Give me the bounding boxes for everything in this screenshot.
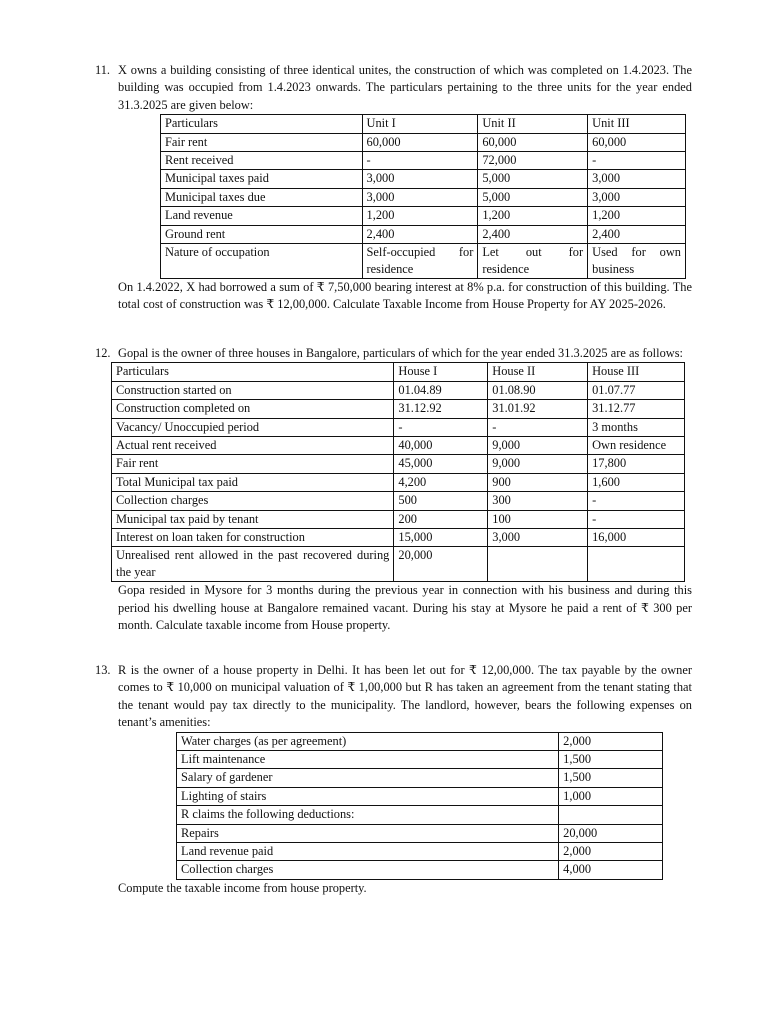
table-cell: 40,000 (394, 436, 488, 454)
table-cell: Land revenue paid (177, 842, 559, 860)
table-cell: Land revenue (161, 207, 363, 225)
table-cell: Nature of occupation (161, 243, 363, 278)
question-intro: Gopal is the owner of three houses in Bangalore, particulars of which for the year ended 31.3.2025 are as follows: (118, 346, 683, 360)
table-cell: Municipal taxes paid (161, 170, 363, 188)
table-cell: Construction completed on (112, 400, 394, 418)
table-row (112, 510, 685, 528)
table-cell: 2,000 (559, 842, 663, 860)
table-cell: 2,000 (559, 732, 663, 750)
table-row (177, 732, 663, 750)
table-cell: Salary of gardener (177, 769, 559, 787)
question-footer: On 1.4.2022, X had borrowed a sum of ₹ 7,50,000 bearing interest at 8% p.a. for construction of this building. The total cost of construction was ₹ 12,00,000. Calculate Taxable Income from House Property for AY 2025-2026. (118, 279, 692, 312)
table-cell: Lift maintenance (177, 751, 559, 769)
table-cell: Collection charges (112, 492, 394, 510)
question-number: 11. (95, 63, 111, 77)
table-row (177, 861, 663, 879)
table-cell: 2,400 (478, 225, 588, 243)
question-footer: Gopa resided in Mysore for 3 months during the previous year in connection with his business and during this period his dwelling house at Bangalore remained vacant. During his stay at Mysore he paid a rent of ₹ 300 per month. Calculate taxable income from House property. (118, 583, 692, 633)
question-number: 12. (95, 346, 111, 360)
question-intro: R is the owner of a house property in Delhi. It has been let out for ₹ 12,00,000. The tax payable by the owner comes to ₹ 10,000 on municipal valuation of ₹ 1,00,000 but R has taken an agreement from the tenant stating that the tenant would pay tax directly to the municipality. The landlord, however, bears the following expenses on tenant’s amenities: (118, 663, 692, 730)
table-cell: 45,000 (394, 455, 488, 473)
table-header: House II (488, 363, 588, 381)
table-cell: 1,200 (588, 207, 686, 225)
table-row (177, 769, 663, 787)
table-cell: 2,400 (588, 225, 686, 243)
table-cell: Interest on loan taken for construction (112, 528, 394, 546)
table-cell: 4,200 (394, 473, 488, 491)
table-cell: 1,200 (478, 207, 588, 225)
table-cell: Unrealised rent allowed in the past recovered during the year (112, 547, 394, 582)
table-cell: 500 (394, 492, 488, 510)
table-row (112, 400, 685, 418)
table-cell: 16,000 (588, 528, 685, 546)
table-cell: Rent received (161, 152, 363, 170)
table-cell: 300 (488, 492, 588, 510)
table-row (112, 455, 685, 473)
table-cell: 60,000 (478, 133, 588, 151)
table-cell: Water charges (as per agreement) (177, 732, 559, 750)
q12-table (111, 362, 685, 582)
table-cell: - (588, 492, 685, 510)
table-cell: Collection charges (177, 861, 559, 879)
table-cell: Lighting of stairs (177, 787, 559, 805)
table-cell: 900 (488, 473, 588, 491)
table-cell: 5,000 (478, 170, 588, 188)
table-header-row (112, 363, 685, 381)
table-cell: - (588, 510, 685, 528)
table-cell: 3,000 (488, 528, 588, 546)
table-cell: 20,000 (559, 824, 663, 842)
table-cell (559, 806, 663, 824)
table-row (161, 188, 686, 206)
table-row (161, 207, 686, 225)
table-cell: - (362, 152, 478, 170)
table-header: Unit I (362, 115, 478, 133)
table-row (177, 842, 663, 860)
table-row (161, 243, 686, 278)
table-cell: 9,000 (488, 436, 588, 454)
table-cell: 9,000 (488, 455, 588, 473)
table-row (112, 473, 685, 491)
table-cell: Municipal taxes due (161, 188, 363, 206)
table-cell: 72,000 (478, 152, 588, 170)
table-row (112, 492, 685, 510)
table-header: Particulars (161, 115, 363, 133)
table-cell: Self-occupied for residence (362, 243, 478, 278)
table-cell: Let out for residence (478, 243, 588, 278)
table-cell: - (488, 418, 588, 436)
table-cell: R claims the following deductions: (177, 806, 559, 824)
table-header: Unit II (478, 115, 588, 133)
table-cell: 01.07.77 (588, 381, 685, 399)
table-cell: 1,600 (588, 473, 685, 491)
table-row (161, 133, 686, 151)
table-cell: Construction started on (112, 381, 394, 399)
table-row (112, 547, 685, 582)
table-row (161, 170, 686, 188)
table-cell: 200 (394, 510, 488, 528)
table-cell: Used for own business (588, 243, 686, 278)
table-cell: 3,000 (362, 188, 478, 206)
table-cell: 31.01.92 (488, 400, 588, 418)
question-number: 13. (95, 663, 111, 677)
q11-table (160, 114, 686, 279)
table-cell: 20,000 (394, 547, 488, 582)
table-header-row (161, 115, 686, 133)
table-cell: Fair rent (161, 133, 363, 151)
table-cell: 3,000 (362, 170, 478, 188)
table-cell (588, 547, 685, 582)
table-row (177, 824, 663, 842)
table-row (177, 751, 663, 769)
table-cell (488, 547, 588, 582)
table-row (112, 381, 685, 399)
table-cell: Repairs (177, 824, 559, 842)
table-cell: Own residence (588, 436, 685, 454)
table-row (161, 152, 686, 170)
table-cell: 31.12.77 (588, 400, 685, 418)
question-footer: Compute the taxable income from house property. (118, 880, 367, 895)
table-cell: 3,000 (588, 188, 686, 206)
table-cell: Fair rent (112, 455, 394, 473)
table-cell: 1,500 (559, 769, 663, 787)
table-row (177, 787, 663, 805)
table-cell: 1,500 (559, 751, 663, 769)
table-row (112, 528, 685, 546)
table-cell: 15,000 (394, 528, 488, 546)
table-cell: 60,000 (362, 133, 478, 151)
table-cell: 17,800 (588, 455, 685, 473)
table-row (177, 806, 663, 824)
question-13 (0, 662, 768, 897)
table-cell: 5,000 (478, 188, 588, 206)
table-row (112, 436, 685, 454)
table-cell: 100 (488, 510, 588, 528)
table-cell: 01.08.90 (488, 381, 588, 399)
table-header: House III (588, 363, 685, 381)
table-cell: - (394, 418, 488, 436)
table-cell: Ground rent (161, 225, 363, 243)
table-cell: 1,000 (559, 787, 663, 805)
table-cell: Total Municipal tax paid (112, 473, 394, 491)
table-header: Particulars (112, 363, 394, 381)
question-12 (0, 345, 768, 635)
table-cell: 3 months (588, 418, 685, 436)
table-cell: Municipal tax paid by tenant (112, 510, 394, 528)
table-cell: - (588, 152, 686, 170)
table-header: Unit III (588, 115, 686, 133)
table-row (112, 418, 685, 436)
q13-table (176, 732, 663, 880)
table-cell: Actual rent received (112, 436, 394, 454)
table-row (161, 225, 686, 243)
table-cell: 3,000 (588, 170, 686, 188)
table-cell: 1,200 (362, 207, 478, 225)
table-cell: 01.04.89 (394, 381, 488, 399)
table-cell: Vacancy/ Unoccupied period (112, 418, 394, 436)
question-intro: X owns a building consisting of three identical unites, the construction of which was completed on 1.4.2023. The building was occupied from 1.4.2023 onwards. The particulars pertaining to the three units for the year ended 31.3.2025 are given below: (118, 63, 692, 112)
table-cell: 60,000 (588, 133, 686, 151)
table-cell: 31.12.92 (394, 400, 488, 418)
table-cell: 4,000 (559, 861, 663, 879)
table-cell: 2,400 (362, 225, 478, 243)
question-11 (0, 62, 768, 314)
table-header: House I (394, 363, 488, 381)
